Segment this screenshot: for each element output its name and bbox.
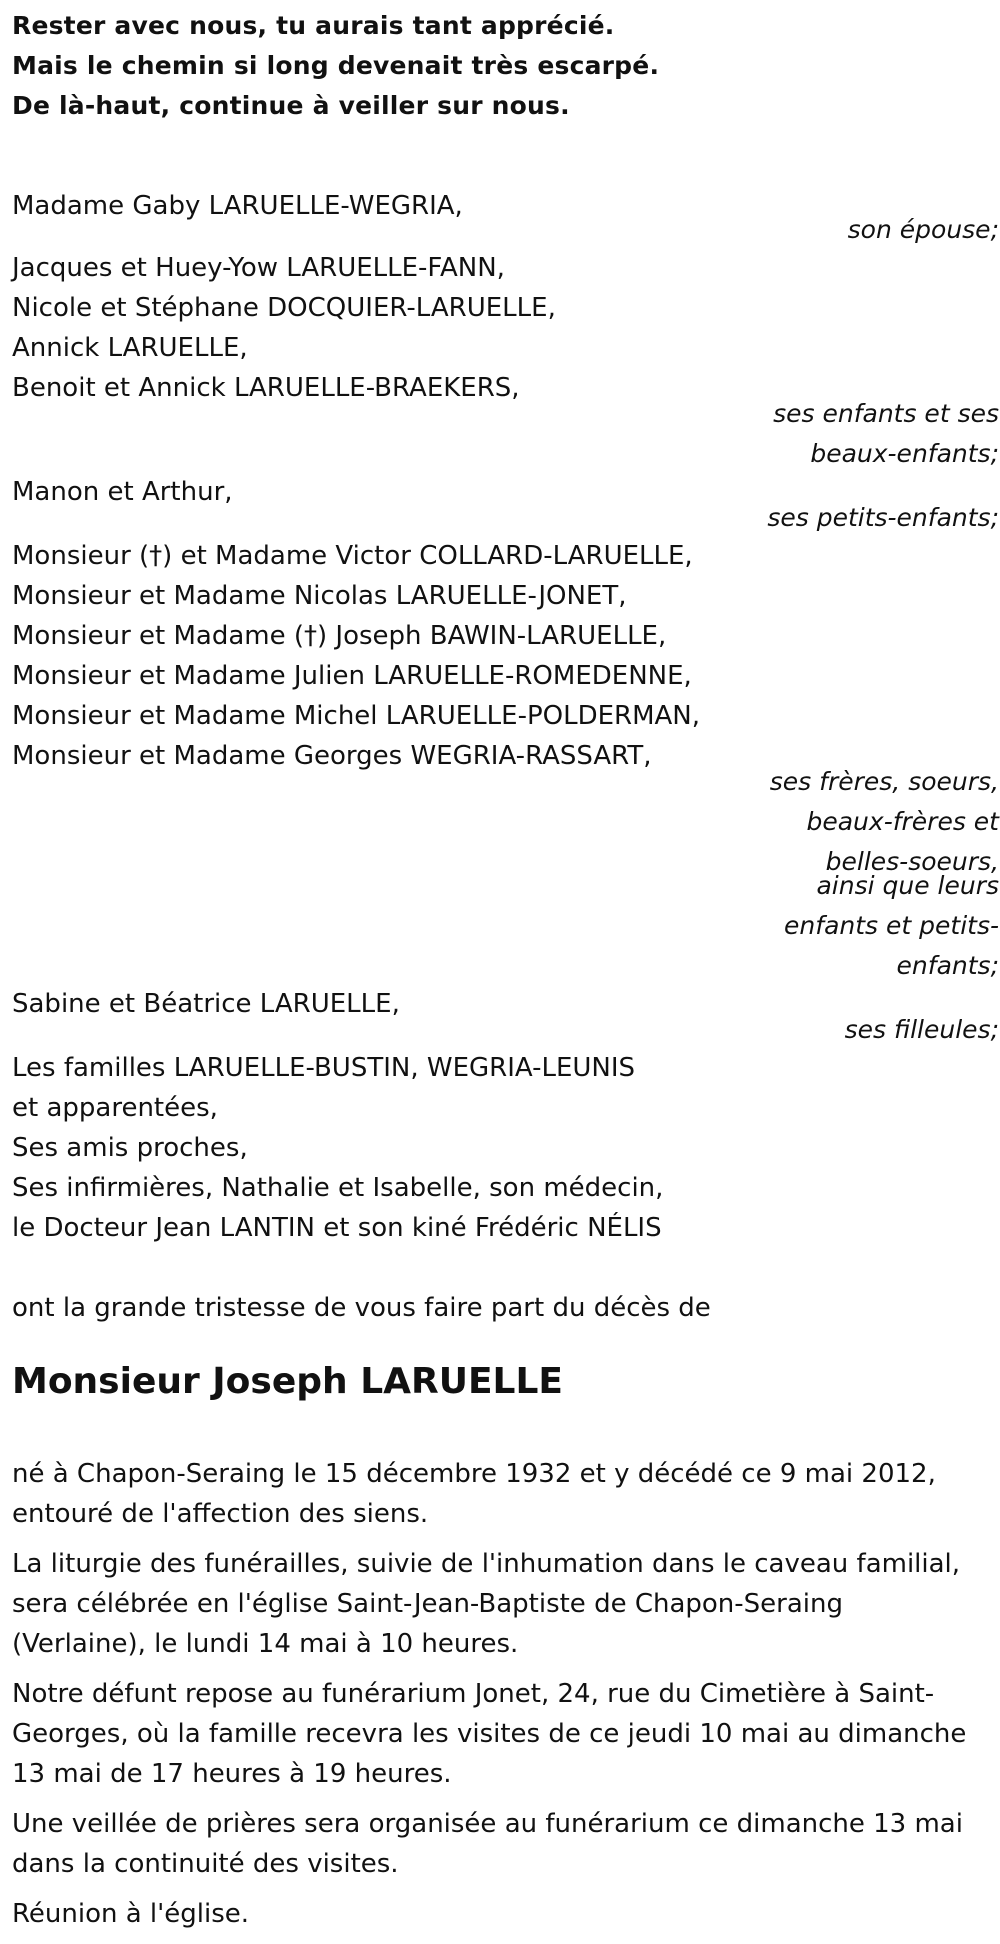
others-line: et apparentées, bbox=[12, 1093, 218, 1123]
spouse-name: Madame Gaby LARUELLE-WEGRIA, bbox=[12, 191, 463, 221]
deceased-name: Monsieur Joseph LARUELLE bbox=[12, 1361, 564, 1402]
spouse-relation: son épouse; bbox=[847, 215, 999, 244]
detail-line: Une veillée de prières sera organisée au funérarium ce dimanche 13 mai bbox=[12, 1809, 963, 1839]
sibling-line: Monsieur et Madame Nicolas LARUELLE-JONET, bbox=[12, 581, 627, 611]
goddaughters-relation: ses filleules; bbox=[844, 1015, 999, 1044]
sibling-line: Monsieur et Madame Michel LARUELLE-POLDERMAN, bbox=[12, 701, 701, 731]
detail-line: dans la continuité des visites. bbox=[12, 1849, 399, 1879]
others-line: le Docteur Jean LANTIN et son kiné Frédéric NÉLIS bbox=[12, 1213, 662, 1243]
children-relation: beaux-enfants; bbox=[810, 439, 999, 468]
sibling-line: Monsieur et Madame Georges WEGRIA-RASSART, bbox=[12, 741, 652, 771]
detail-line: Réunion à l'église. bbox=[12, 1899, 250, 1929]
grandchildren-relation: ses petits-enfants; bbox=[767, 503, 999, 532]
detail-line: sera célébrée en l'église Saint-Jean-Baptiste de Chapon-Seraing bbox=[12, 1589, 843, 1619]
detail-line: Georges, où la famille recevra les visites de ce jeudi 10 mai au dimanche bbox=[12, 1719, 967, 1749]
detail-line: La liturgie des funérailles, suivie de l'inhumation dans le caveau familial, bbox=[12, 1549, 961, 1579]
sibling-line: Monsieur et Madame (†) Joseph BAWIN-LARUELLE, bbox=[12, 621, 667, 651]
siblings-relation: enfants et petits- bbox=[784, 911, 999, 940]
detail-line: 13 mai de 17 heures à 19 heures. bbox=[12, 1759, 452, 1789]
detail-line: (Verlaine), le lundi 14 mai à 10 heures. bbox=[12, 1629, 519, 1659]
grandchildren-name: Manon et Arthur, bbox=[12, 477, 233, 507]
child-line: Nicole et Stéphane DOCQUIER-LARUELLE, bbox=[12, 293, 556, 323]
detail-line: Notre défunt repose au funérarium Jonet, 24, rue du Cimetière à Saint- bbox=[12, 1679, 935, 1709]
announcement: ont la grande tristesse de vous faire part du décès de bbox=[12, 1293, 711, 1323]
siblings-relation: ses frères, soeurs, bbox=[769, 767, 999, 796]
others-line: Ses infirmières, Nathalie et Isabelle, son médecin, bbox=[12, 1173, 664, 1203]
others-line: Ses amis proches, bbox=[12, 1133, 248, 1163]
siblings-relation: ainsi que leurs bbox=[816, 871, 999, 900]
child-line: Annick LARUELLE, bbox=[12, 333, 248, 363]
sibling-line: Monsieur (†) et Madame Victor COLLARD-LARUELLE, bbox=[12, 541, 693, 571]
siblings-relation: belles-soeurs, bbox=[825, 847, 999, 876]
detail-line: entouré de l'affection des siens. bbox=[12, 1499, 429, 1529]
poem-line: Rester avec nous, tu aurais tant apprécié. bbox=[12, 11, 615, 40]
poem-line: De là-haut, continue à veiller sur nous. bbox=[12, 91, 570, 120]
goddaughters-name: Sabine et Béatrice LARUELLE, bbox=[12, 989, 400, 1019]
detail-line: né à Chapon-Seraing le 15 décembre 1932 et y décédé ce 9 mai 2012, bbox=[12, 1459, 936, 1489]
others-line: Les familles LARUELLE-BUSTIN, WEGRIA-LEUNIS bbox=[12, 1053, 636, 1083]
child-line: Benoit et Annick LARUELLE-BRAEKERS, bbox=[12, 373, 520, 403]
siblings-relation: beaux-frères et bbox=[806, 807, 999, 836]
children-relation: ses enfants et ses bbox=[773, 399, 999, 428]
child-line: Jacques et Huey-Yow LARUELLE-FANN, bbox=[12, 253, 505, 283]
sibling-line: Monsieur et Madame Julien LARUELLE-ROMEDENNE, bbox=[12, 661, 692, 691]
siblings-relation: enfants; bbox=[896, 951, 999, 980]
poem-line: Mais le chemin si long devenait très escarpé. bbox=[12, 51, 660, 80]
